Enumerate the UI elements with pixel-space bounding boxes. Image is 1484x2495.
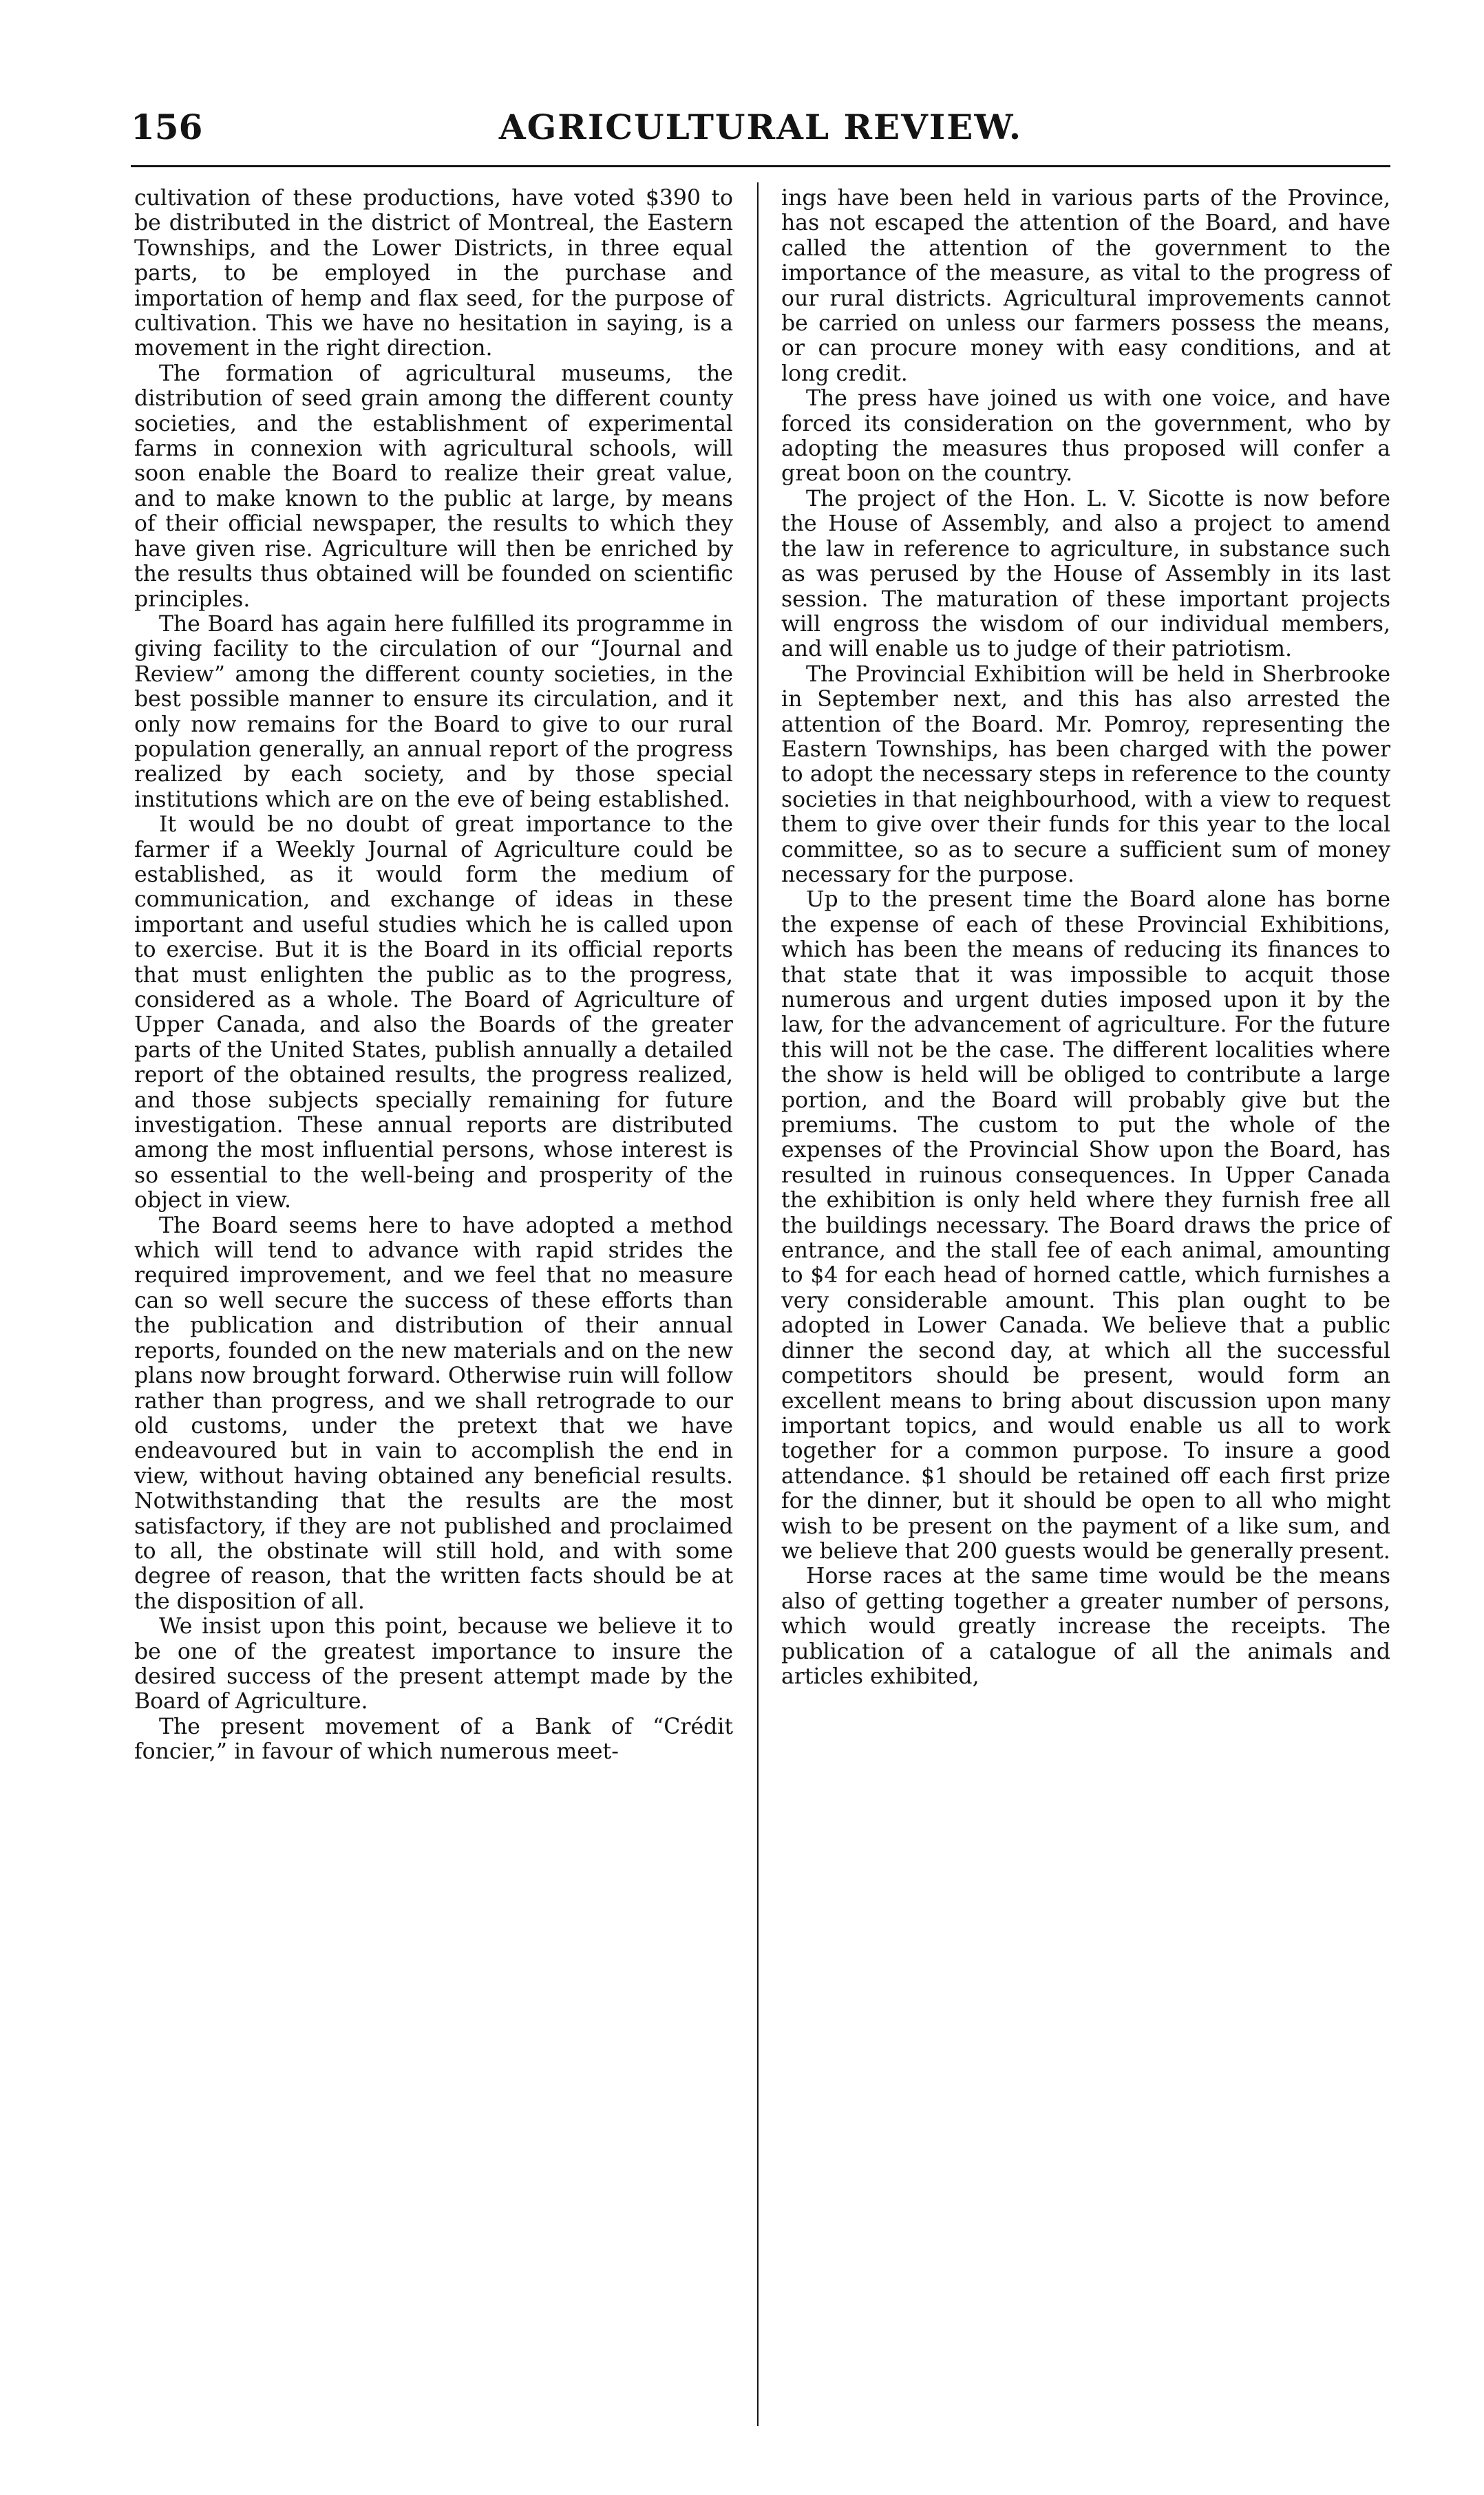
page-number: 156 <box>131 107 203 147</box>
left-column <box>134 186 733 1765</box>
paragraph: Horse races at the same time would be the means also of getting together a greater number of persons, which would greatly increase the receipts. The publication of a catalogue of all the animals and articles exhibited, <box>781 1564 1390 1689</box>
running-title: AGRICULTURAL REVIEW. <box>498 107 1023 147</box>
right-column <box>781 186 1390 1689</box>
paragraph: ings have been held in various parts of the Province, has not escaped the attention of the Board, and have called the attention of the government to the importance of the measure, as vital to the progress of our rural districts. Agricultural improvements cannot be carried on unless our farmers possess the means, or can procure money with easy conditions, and at long credit. <box>781 186 1390 386</box>
paragraph: The formation of agricultural museums, the distribution of seed grain among the different county societies, and the establishment of experimental farms in connexion with agricultural schools, will soon enable the Board to realize their great value, and to make known to the public at large, by means of their official newspaper, the results to which they have given rise. Agriculture will then be enriched by the results thus obtained will be founded on scientific principles. <box>134 361 733 612</box>
paragraph: The Board seems here to have adopted a method which will tend to advance with rapid strides the required improvement, and we feel that no measure can so well secure the success of these efforts than the publication and distribution of their annual reports, founded on the new materials and on the new plans now brought forward. Otherwise ruin will follow rather than progress, and we shall retrograde to our old customs, under the pretext that we have endeavoured but in vain to accomplish the end in view, without having obtained any beneficial results. Notwithstanding that the results are the most satisfactory, if they are not published and proclaimed to all, the obstinate will still hold, and with some degree of reason, that the written facts should be at the disposition of all. <box>134 1213 733 1614</box>
paragraph: Up to the present time the Board alone has borne the expense of each of these Provincial Exhibitions, which has been the means of reducing its finances to that state that it was impossible to acquit those numerous and urgent duties imposed upon it by the law, for the advancement of agriculture. For the future this will not be the case. The different localities where the show is held will be obliged to contribute a large portion, and the Board will probably give but the premiums. The custom to put the whole of the expenses of the Provincial Show upon the Board, has resulted in ruinous consequences. In Upper Canada the exhibition is only held where they furnish free all the buildings necessary. The Board draws the price of entrance, and the stall fee of each animal, amounting to $4 for each head of horned cattle, which furnishes a very considerable amount. This plan ought to be adopted in Lower Canada. We believe that a public dinner the second day, at which all the successful competitors should be present, would form an excellent means to bring about discussion upon many important topics, and would enable us all to work together for a common purpose. To insure a good attendance. $1 should be retained off each first prize for the dinner, but it should be open to all who might wish to be present on the payment of a like sum, and we believe that 200 guests would be generally present. <box>781 887 1390 1564</box>
paragraph: The Provincial Exhibition will be held in Sherbrooke in September next, and this has also arrested the attention of the Board. Mr. Pomroy, representing the Eastern Townships, has been charged with the power to adopt the necessary steps in reference to the county societies in that neighbourhood, with a view to request them to give over their funds for this year to the local committee, so as to secure a sufficient sum of money necessary for the purpose. <box>781 661 1390 887</box>
paragraph: It would be no doubt of great importance to the farmer if a Weekly Journal of Agriculture could be established, as it would form the medium of communication, and exchange of ideas in these important and useful studies which he is called upon to exercise. But it is the Board in its official reports that must enlighten the public as to the progress, considered as a whole. The Board of Agriculture of Upper Canada, and also the Boards of the greater parts of the United States, publish annually a detailed report of the obtained results, the progress realized, and those subjects specially remaining for future investigation. These annual reports are distributed among the most influential persons, whose interest is so essential to the well-being and prosperity of the object in view. <box>134 812 733 1213</box>
paragraph: The Board has again here fulfilled its programme in giving facility to the circulation of our “Journal and Review” among the different county societies, in the best possible manner to ensure its circulation, and it only now remains for the Board to give to our rural population generally, an annual report of the progress realized by each society, and by those special institutions which are on the eve of being established. <box>134 611 733 812</box>
paragraph: The present movement of a Bank of “Crédit foncier,” in favour of which numerous meet- <box>134 1714 733 1765</box>
header-rule <box>131 165 1390 167</box>
page-header <box>131 107 1390 162</box>
paragraph: The press have joined us with one voice, and have forced its consideration on the government, who by adopting the measures thus proposed will confer a great boon on the country. <box>781 386 1390 487</box>
paragraph: The project of the Hon. L. V. Sicotte is now before the House of Assembly, and also a project to amend the law in reference to agriculture, in substance such as was perused by the House of Assembly in its last session. The maturation of these important projects will engross the wisdom of our individual members, and will enable us to judge of their patriotism. <box>781 486 1390 662</box>
column-divider <box>757 182 759 2426</box>
paragraph: We insist upon this point, because we believe it to be one of the greatest importance to insure the desired success of the present attempt made by the Board of Agriculture. <box>134 1614 733 1714</box>
paragraph: cultivation of these productions, have voted $390 to be distributed in the district of Montreal, the Eastern Townships, and the Lower Districts, in three equal parts, to be employed in the purchase and importation of hemp and flax seed, for the purpose of cultivation. This we have no hesitation in saying, is a movement in the right direction. <box>134 186 733 361</box>
